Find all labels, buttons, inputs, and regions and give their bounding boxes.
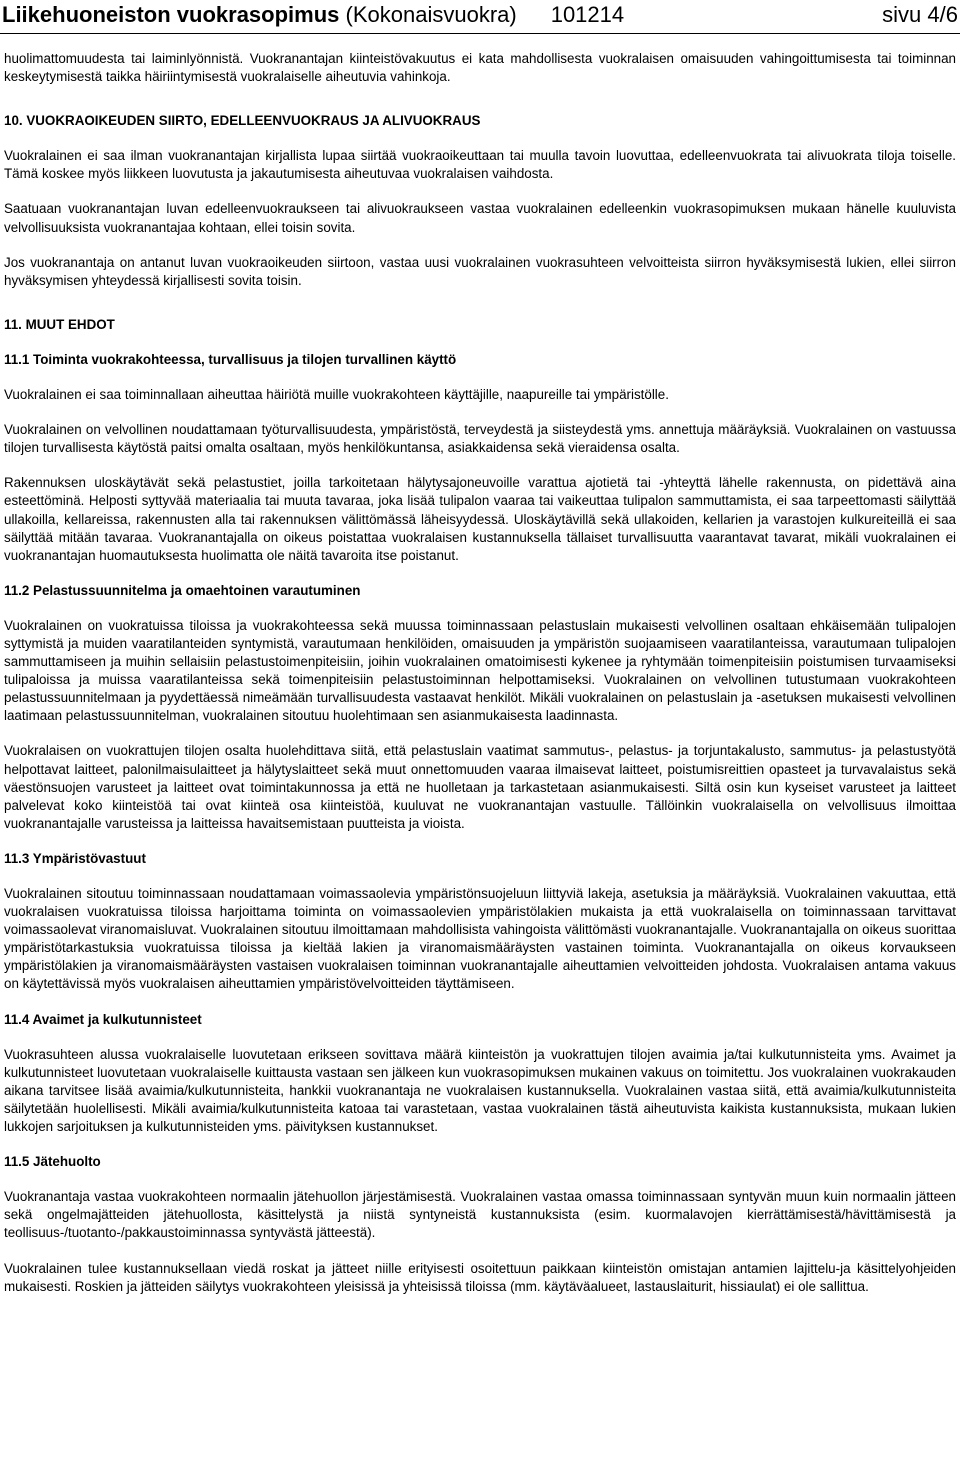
- paragraph: Vuokralainen ei saa toiminnallaan aiheuttaa häiriötä muille vuokrakohteen käyttäjille, naapureille tai ympäristölle.: [4, 387, 669, 403]
- paragraph: Vuokralainen ei saa ilman vuokranantajan kirjallista lupaa siirtää vuokraoikeuttaan tai muulla tavoin luovuttaa, edelleenvuokrata tai alivuokrata tiloja toiselle. Tämä koskee myös liikkeen luovutusta ja jakautumisesta aiheutuvaa vuokralaisen vaihdosta.: [4, 148, 956, 182]
- section-11-heading: 11. MUUT EHDOT: [4, 316, 115, 332]
- page-number: sivu 4/6: [882, 2, 958, 27]
- document-body: [4, 50, 956, 1296]
- paragraph: Vuokralainen on velvollinen noudattamaan työturvallisuudesta, ympäristöstä, terveydestä ja siisteydestä yms. annettuja määräyksiä. Vuokralainen on vastuussa tilojen turvallisesta käytöstä paitsi omalta osaltaan, myös henkilökuntansa, asiakkaidensa sekä vieraidensa osalta.: [4, 422, 956, 456]
- title-subtitle: (Kokonaisvuokra): [345, 2, 517, 27]
- section-10-heading: 10. VUOKRAOIKEUDEN SIIRTO, EDELLEENVUOKRAUS JA ALIVUOKRAUS: [4, 113, 481, 129]
- paragraph: Vuokralainen on vuokratuissa tiloissa ja vuokrakohteessa sekä muussa toiminnassaan pelastuslain mukaisesti velvollinen osaltaan ehkäisemään tulipalojen syttymistä ja muiden vaaratilanteiden syntymistä, varautumaan henkilöiden, omaisuuden ja ympäristön suojaamiseen vaaratilanteissa, varautumaan tulipalojen sammuttamiseen ja muihin sellaisiin pelastustoimenpiteisiin, joihin vuokralainen omatoimisesti kykenee ja ryhtymään toimenpiteisiin poistumisen turvaamiseksi tulipaloissa ja muissa vaaratilanteissa sekä toimenpiteisiin pelastustoiminnan helpottamiseksi. Vuokralainen on velvollinen tutustumaan vuokrakohteen pelastussuunnitelmaan ja pyydettäessä nimeämään turvallisuudesta vastaavat henkilöt. Mikäli vuokralainen on pelastuslain ja -asetuksen mukaisesti velvollinen laatimaan pelastussuunnitelman, vuokralainen sitoutuu huolehtimaan sen asianmukaisesta laadinnasta.: [4, 617, 956, 724]
- paragraph: Jos vuokranantaja on antanut luvan vuokraoikeuden siirtoon, vastaa uusi vuokralainen vuokrasuhteen velvoitteista siirron hyväksymisestä lukien, ellei siirron hyväksymisen yhteydessä kirjallisesti sovita toisin.: [4, 254, 956, 288]
- paragraph: huolimattomuudesta tai laiminlyönnistä. Vuokranantajan kiinteistövakuutus ei kata mahdollisesta vuokralaisen omaisuuden vahingoittumisesta tai toiminnan keskeytymisestä taikka häiriintymisestä vuokralaiselle aiheutuvia vahinkoja.: [4, 51, 956, 85]
- paragraph: Rakennuksen uloskäytävät sekä pelastustiet, joilla tarkoitetaan hälytysajoneuvoille varattua ajotietä tai -yhteyttä lähelle rakennusta, on pidettävä aina esteettöminä. Helposti syttyvää materiaalia tai muuta tavaraa, joka lisää tulipalon vaaraa tai vaikeuttaa tulipalon sammuttamista, ei saa tarpeettomasti säilyttää ullakoilla, kellareissa, rakennusten alla tai rakennuksen välittömässä läheisyydessä. Uloskäytävillä sekä ullakoiden, kellarien ja varastojen kulkureiteillä ei saa säilyttää mitään tavaraa. Vuokranantajalla on oikeus poistattaa vuokralaisen kustannuksella tällaiset turvallisuutta vaarantavat tavarat, mikäli vuokralainen ei vuokranantajan huomautuksesta huolimatta ole näitä tavaroita itse poistanut.: [4, 475, 956, 563]
- title-main: Liikehuoneiston vuokrasopimus: [2, 2, 340, 27]
- paragraph: Saatuaan vuokranantajan luvan edelleenvuokraukseen tai alivuokraukseen vastaa vuokralainen edelleenkin vuokrasopimuksen mukaan hänelle kuuluvista velvollisuuksista vuokranantajaa kohtaan, ellei toisin sovita.: [4, 201, 956, 235]
- section-11-3-heading: 11.3 Ympäristövastuut: [4, 850, 146, 866]
- document-title: [2, 2, 624, 28]
- section-11-5-heading: 11.5 Jätehuolto: [4, 1154, 101, 1170]
- paragraph: Vuokrasuhteen alussa vuokralaiselle luovutetaan erikseen sovittava määrä kiinteistön ja vuokrattujen tilojen avaimia ja/tai kulkutunnisteita yms. Avaimet ja kulkutunnisteet luovutetaan vuokralaiselle kuittausta vastaan sen jälkeen kun vuokrasopimuksen mukainen vakuus on toimitettu. Jos vuokralainen vuokrakauden aikana tarvitsee lisää avaimia/kulkutunnisteita, hankkii vuokranantaja ne vuokralaisen kustannuksella. Vuokralainen vastaa siitä, että avaimia/kulkutunnisteita säilytetään huolellisesti. Mikäli avaimia/kulkutunnisteita katoaa tai varastetaan, vastaa vuokralainen tästä aiheutuvista kaikista kustannuksista, mukaan lukien lukkojen sarjoituksen ja kulkutunnisteiden yms. päivityksen kustannukset.: [4, 1046, 956, 1135]
- section-11-1-heading: 11.1 Toiminta vuokrakohteessa, turvallisuus ja tilojen turvallinen käyttö: [4, 351, 457, 367]
- paragraph: Vuokralainen sitoutuu toiminnassaan noudattamaan voimassaolevia ympäristönsuojeluun liittyviä lakeja, asetuksia ja määräyksiä. Vuokralainen vakuuttaa, että vuokralaisen vuokratuissa tiloissa harjoittama toiminta on voimassaolevien ympäristölakien mukaista ja että vuokralaisella on toiminnassaan tarvittavat voimassaolevat viranomaisluvat. Vuokralainen sitoutuu ilmoittamaan mahdollisista vahingoista välittömästi vuokranantajalle. Vuokranantajalla on oikeus suorittaa ympäristötarkastuksia vuokratuissa tiloissa ja kieltää lakien ja viranomaismääräysten vastainen toiminta. Vuokranantajalla on oikeus korvaukseen ympäristölakien ja viranomaismääräysten vastaisen vuokralaisen toiminnan vuokranantajalle aiheuttamien velvoitteiden johdosta. Vuokralaisen antama vakuus on käytettävissä myös vuokralaisen aiheuttamien ympäristövelvoitteiden täyttämiseen.: [4, 886, 956, 992]
- paragraph: Vuokranantaja vastaa vuokrakohteen normaalin jätehuollon järjestämisestä. Vuokralainen vastaa omassa toiminnassaan syntyvän muun kuin normaalin jätteen sekä ongelmajätteiden jätehuollosta, käsittelystä ja niistä syntyneistä kustannuksista (esim. kuormalavojen kierrättämisestä/hävittämisestä ja teollisuus-/tuotanto-/pakkaustoiminnassa syntyvästä jätteestä).: [4, 1189, 956, 1241]
- document-number: 101214: [550, 2, 625, 27]
- section-11-2-heading: 11.2 Pelastussuunnitelma ja omaehtoinen varautuminen: [4, 582, 361, 598]
- page-header: [0, 0, 960, 34]
- section-11-4-heading: 11.4 Avaimet ja kulkutunnisteet: [4, 1011, 202, 1027]
- paragraph: Vuokralaisen on vuokrattujen tilojen osalta huolehdittava siitä, että pelastuslain vaatimat sammutus-, pelastus- ja torjuntakalusto, sammutus- ja pelastustyötä helpottavat laitteet, palonilmaisulaitteet ja hälytyslaitteet sekä muut onnettomuuden vaaraa ilmaisevat laitteet, poistumisreittien opasteet ja turvavalaistus sekä väestönsuojen varusteet ja laitteet ovat toimintakunnossa ja että ne huolletaan ja tarkastetaan asianmukaisesti. Siltä osin kun kyseiset varusteet ja laitteet palvelevat koko kiinteistöä tai ovat kiinteä osa kiinteistöä, kuuluvat ne vuokranantajan vastuulle. Tällöinkin vuokralaisella on velvollisuus ilmoittaa vuokranantajalle varusteissa ja laitteissa havaitsemistaan puutteista ja vioista.: [4, 743, 956, 831]
- paragraph: Vuokralainen tulee kustannuksellaan viedä roskat ja jätteet niille erityisesti osoitettuun paikkaan kiinteistön omistajan antamien lajittelu-ja käsittelyohjeiden mukaisesti. Roskien ja jätteiden säilytys vuokrakohteen yleisissä ja yhteisissä tiloissa (mm. käytäväalueet, lastauslaiturit, hissiaulat) ei ole sallittua.: [4, 1260, 956, 1294]
